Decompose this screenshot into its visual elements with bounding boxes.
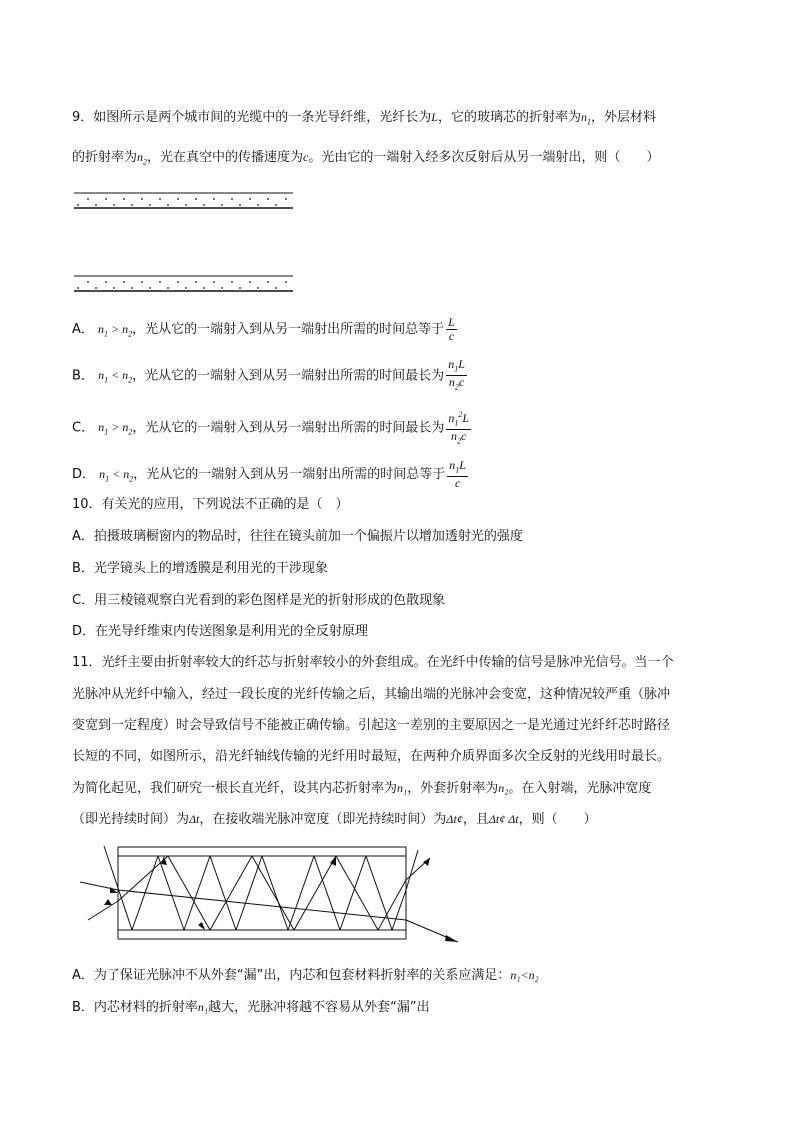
- q10-stem: 10．有关光的应用，下列说法不正确的是（ ）: [72, 497, 349, 512]
- q11-line4: 长短的不同，如图所示，沿光纤轴线传输的光纤用时最短，在两种介质界面多次全反射的光线用时最长。: [72, 749, 671, 764]
- fiber-figure-q11: [80, 846, 458, 942]
- q11-line2: 光脉冲从光纤中输入，经过一段长度的光纤传输之后，其输出端的光脉冲会变宽，这种情况较严重（脉冲: [72, 687, 671, 702]
- q10-option-c: C．用三棱镜观察白光看到的彩色图样是光的折射形成的色散现象: [72, 593, 446, 608]
- q9-option-a: A． $n_1 > n_2$，光从它的一端射入到从另一端射出所需的时间总等于 $\frac{L}{c}$: [72, 315, 455, 343]
- q9-option-c: C． $n_1 > n_2$，光从它的一端射入到从另一端射出所需的时间最长为 $\frac{n_1^2L}{n_2c}$: [72, 410, 470, 446]
- q9-line2: 的折射率为$n_2$，光在真空中的传播速度为c。光由它的一端射入经多次反射后从另一端射出，则（ ）: [72, 150, 660, 167]
- q9-line1: 9．如图所示是两个城市间的光缆中的一条光导纤维，光纤长为L，它的玻璃芯的折射率为$n_1$，外层材料: [72, 110, 656, 127]
- q9-option-b: B． $n_1 < n_2$，光从它的一端射入到从另一端射出所需的时间最长为 $\frac{n_1L}{n_2c}$: [72, 357, 465, 392]
- q11-line6: （即光持续时间）为Δt，在接收端光脉冲宽度（即光持续时间）为Δt¢，且Δt¢ Δt，则（ ）: [72, 812, 597, 827]
- q11-line1: 11．光纤主要由折射率较大的纤芯与折射率较小的外套组成。在光纤中传输的信号是脉冲光信号。当一个: [72, 655, 674, 670]
- q10-option-a: A．拍摄玻璃橱窗内的物品时，往往在镜头前加一个偏振片以增加透射光的强度: [72, 529, 523, 544]
- q10-option-d: D．在光导纤维束内传送图象是利用光的全反射原理: [72, 624, 369, 639]
- q11-line3: 变宽到一定程度）时会导致信号不能被正确传输。引起这一差别的主要原因之一是光通过光纤纤芯时路径: [72, 718, 671, 733]
- q11-option-a: A．为了保证光脉冲不从外套“漏”出，内芯和包套材料折射率的关系应满足：n₁<n₂: [72, 968, 539, 983]
- q10-option-b: B．光学镜头上的增透膜是利用光的干涉现象: [72, 561, 328, 576]
- q11-line5: 为简化起见，我们研究一根长直光纤，设其内芯折射率为n₁，外套折射率为n₂。在入射端，光脉冲宽度: [72, 781, 652, 796]
- q11-option-b: B．内芯材料的折射率n₁越大，光脉冲将越不容易从外套“漏”出: [72, 1000, 430, 1015]
- q9-option-d: D． $n_1 < n_2$，光从它的一端射入到从另一端射出所需的时间总等于 $\frac{n_1L}{c}$: [72, 458, 466, 491]
